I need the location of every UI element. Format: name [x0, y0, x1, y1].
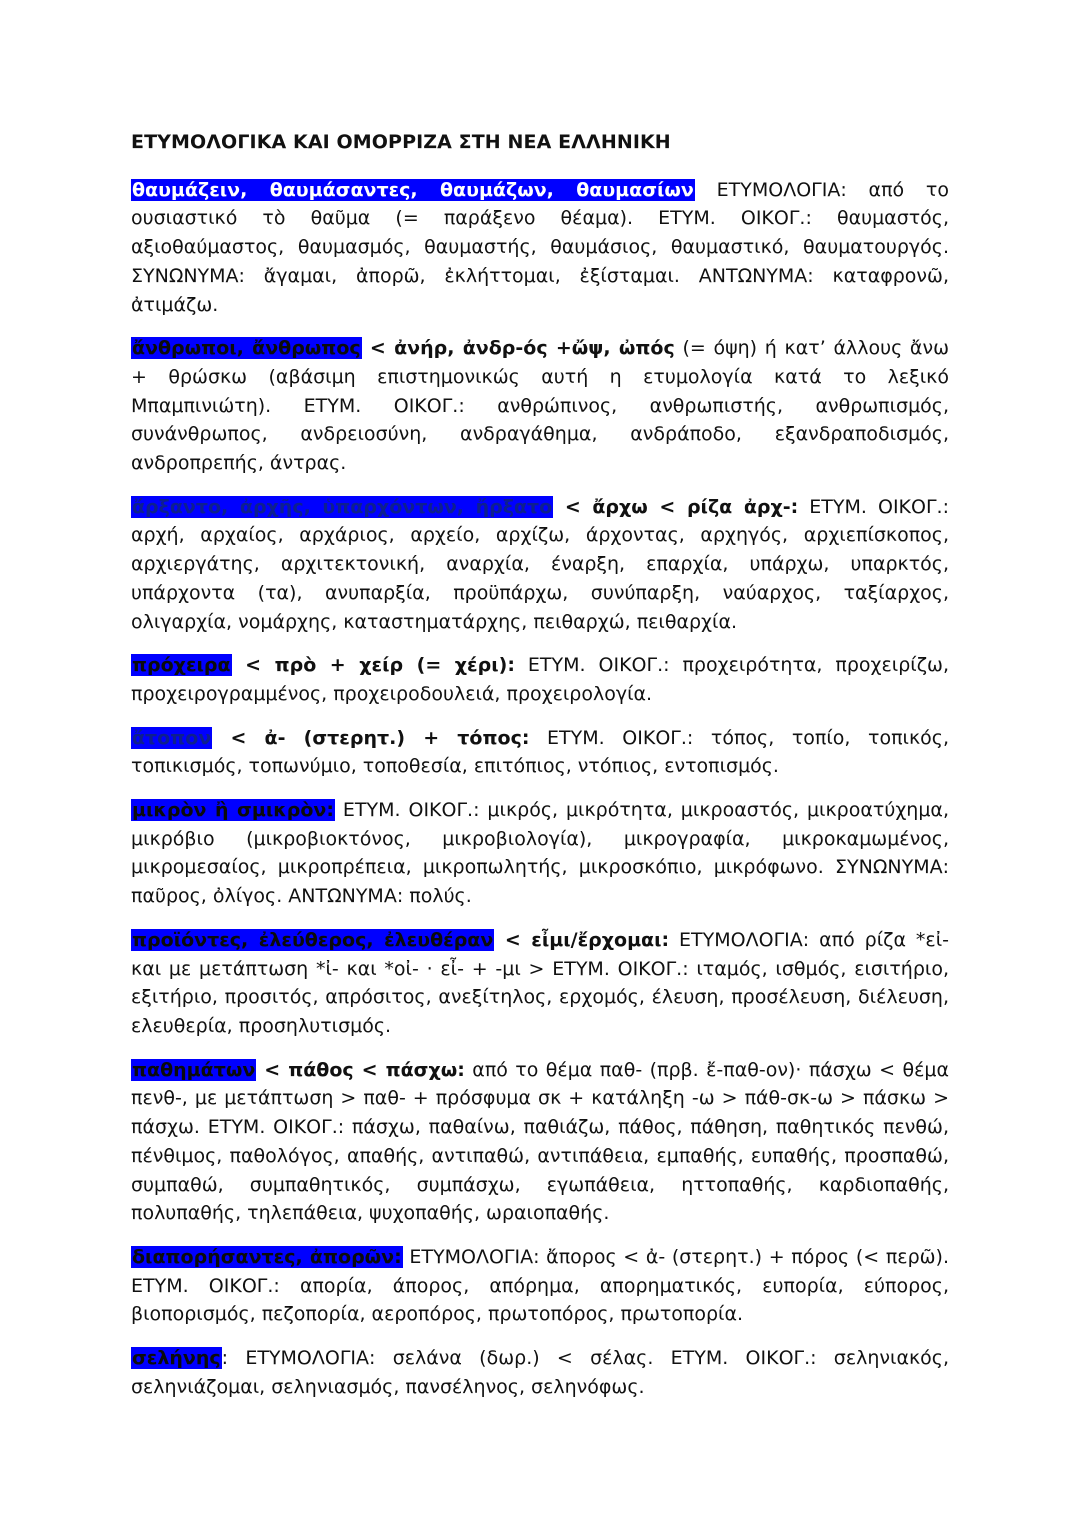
entry-thaumazein — [131, 176, 949, 320]
entry-anthropos — [131, 334, 949, 478]
etymology-root: < πάθος < πάσχω: — [256, 1058, 465, 1081]
entry-text: ΕΤΥΜΟΛΟΓΙΑ: από ρίζα *εἰ- και με μετάπτωση *ἰ- και *οἰ- · εἶ- + -μι > ΕΤΥΜ. ΟΙΚΟΓ.: ιταμός, ισθμός, εισιτήριο, εξιτήριο, προσιτός, απρόσιτος, ανεξίτηλος, ερχομός, έλευση, προσέλευση, διέλευση, ελευθερία, προσηλυτισμός. — [131, 928, 949, 1037]
etymology-root: < εἶμι/ἔρχομαι: — [494, 928, 670, 951]
document-page — [131, 128, 949, 1416]
highlighted-term: παθημάτων — [132, 1058, 256, 1081]
highlighted-term: ἄνθρωποι, ἄνθρωπος — [132, 337, 361, 360]
entry-procheira — [131, 651, 949, 708]
highlighted-term: πρόχειρα — [132, 654, 231, 677]
highlighted-term: θαυμάζειν, θαυμάσαντες, θαυμάζων, θαυμασίων — [132, 178, 694, 201]
etymology-root: < ἄρχω < ρίζα ἀρχ-: — [553, 495, 799, 518]
entry-text: ΕΤΥΜ. ΟΙΚΟΓ.: τόπος, τοπίο, τοπικός, τοπικισμός, τοπωνύμιο, τοποθεσία, επιτόπιος, ντόπιος, εντοπισμός. — [131, 726, 949, 778]
entry-text: ΕΤΥΜΟΛΟΓΙΑ: από το ουσιαστικό τὸ θαῦμα (= παράξενο θέαμα). ΕΤΥΜ. ΟΙΚΟΓ.: θαυμαστός, αξιοθαύμαστος, θαυμασμός, θαυμαστής, θαυμάσιος, θαυμαστικό, θαυματουργός. ΣΥΝΩΝΥΜΑ: ἄγαμαι, ἀπορῶ, ἐκλήττομαι, ἐξίσταμαι. ΑΝΤΩΝΥΜΑ: καταφρονῶ, ἀτιμάζω. — [131, 178, 949, 316]
entry-archo — [131, 493, 949, 637]
document-title: ΕΤΥΜΟΛΟΓΙΚΑ ΚΑΙ ΟΜΟΡΡΙΖΑ ΣΤΗ ΝΕΑ ΕΛΛΗΝΙΚΗ — [131, 131, 671, 153]
highlighted-term: σελήνης — [132, 1347, 221, 1370]
etymology-root: < πρὸ + χείρ (= χέρι): — [231, 654, 515, 677]
etymology-root: < ἀνήρ, ἀνδρ-ός +ὤψ, ὠπός — [361, 337, 675, 360]
entry-mikron — [131, 796, 949, 911]
highlighted-term: μικρὸν ἢ σμικρὸν: — [132, 799, 334, 822]
entry-diaporesantes — [131, 1243, 949, 1329]
highlighted-term: προϊόντες, ἐλεύθερος, ἐλευθέραν — [132, 928, 494, 951]
entry-text: (= όψη) ή κατ’ άλλους ἄνω + θρώσκω (αβάσιμη επιστημονικώς αυτή η ετυμολογία κατά το λεξικό Μπαμπινιώτη). ΕΤΥΜ. ΟΙΚΟΓ.: ανθρώπινος, ανθρωπιστής, ανθρωπισμός, συνάνθρωπος, ανδρειοσύνη, ανδραγάθημα, ανδράποδο, εξανδραποδισμός, ανδροπρεπής, άντρας. — [131, 337, 949, 475]
entry-selenes — [131, 1344, 949, 1401]
highlighted-term: ἄρξαντο, ἀρχῆς, ὑπαρχόντων, ἤρξατο — [132, 495, 553, 518]
entry-text: : ΕΤΥΜΟΛΟΓΙΑ: σελάνα (δωρ.) < σέλας. ΕΤΥΜ. ΟΙΚΟΓ.: σεληνιακός, σεληνιάζομαι, σεληνιασμός, πανσέληνος, σεληνόφως. — [131, 1347, 949, 1398]
entry-text: ΕΤΥΜ. ΟΙΚΟΓ.: μικρός, μικρότητα, μικροαστός, μικροατύχημα, μικρόβιο (μικροβιοκτόνος, μικροβιολογία), μικρογραφία, μικροκαμωμένος, μικρομεσαίος, μικροπρέπεια, μικροπωλητής, μικροσκόπιο, μικρόφωνο. ΣΥΝΩΝΥΜΑ: παῦρος, ὀλίγος. ΑΝΤΩΝΥΜΑ: πολύς. — [131, 799, 949, 908]
entry-proiontes — [131, 926, 949, 1041]
entry-text: από το θέμα παθ- (πρβ. ἔ-παθ-ον)· πάσχω < θέμα πενθ-, με μετάπτωση > παθ- + πρόσφυμα σκ + κατάληξη -ω > πάθ-σκ-ω > πάσκω > πάσχω. ΕΤΥΜ. ΟΙΚΟΓ.: πάσχω, παθαίνω, παθιάζω, πάθος, πάθηση, παθητικός πενθώ, πένθιμος, παθολόγος, απαθής, αντιπαθώ, αντιπάθεια, εμπαθής, ευπαθής, προσπαθώ, συμπαθώ, συμπαθητικός, συμπάσχω, εγωπάθεια, ηττοπαθής, καρδιοπαθής, πολυπαθής, τηλεπάθεια, ψυχοπαθής, ωραιοπαθής. — [131, 1058, 949, 1225]
entry-pathematon — [131, 1056, 949, 1228]
highlighted-term: ἄτοπον — [132, 726, 212, 749]
entry-text: ΕΤΥΜ. ΟΙΚΟΓ.: προχειρότητα, προχειρίζω, προχειρογραμμένος, προχειροδουλειά, προχειρολογία. — [131, 654, 949, 705]
highlighted-term: διαπορήσαντες, ἀπορῶν: — [132, 1245, 402, 1268]
entry-text: ΕΤΥΜ. ΟΙΚΟΓ.: αρχή, αρχαίος, αρχάριος, αρχείο, αρχίζω, άρχοντας, αρχηγός, αρχιεπίσκοπος, αρχιεργάτης, αρχιτεκτονική, αναρχία, έναρξη, επαρχία, υπάρχω, υπαρκτός, υπάρχοντα (τα), ανυπαρξία, προϋπάρχω, συνύπαρξη, ναύαρχος, ταξίαρχος, ολιγαρχία, νομάρχης, καταστηματάρχης, πειθαρχώ, πειθαρχία. — [131, 495, 949, 633]
etymology-root: < ἀ- (στερητ.) + τόπος: — [212, 726, 530, 749]
entry-atopon — [131, 724, 949, 781]
entry-text: ΕΤΥΜΟΛΟΓΙΑ: ἄπορος < ἀ- (στερητ.) + πόρος (< περῶ). ΕΤΥΜ. ΟΙΚΟΓ.: απορία, άπορος, απόρημα, απορηματικός, ευπορία, εύπορος, βιοπορισμός, πεζοπορία, αεροπόρος, πρωτοπόρος, πρωτοπορία. — [131, 1245, 949, 1326]
